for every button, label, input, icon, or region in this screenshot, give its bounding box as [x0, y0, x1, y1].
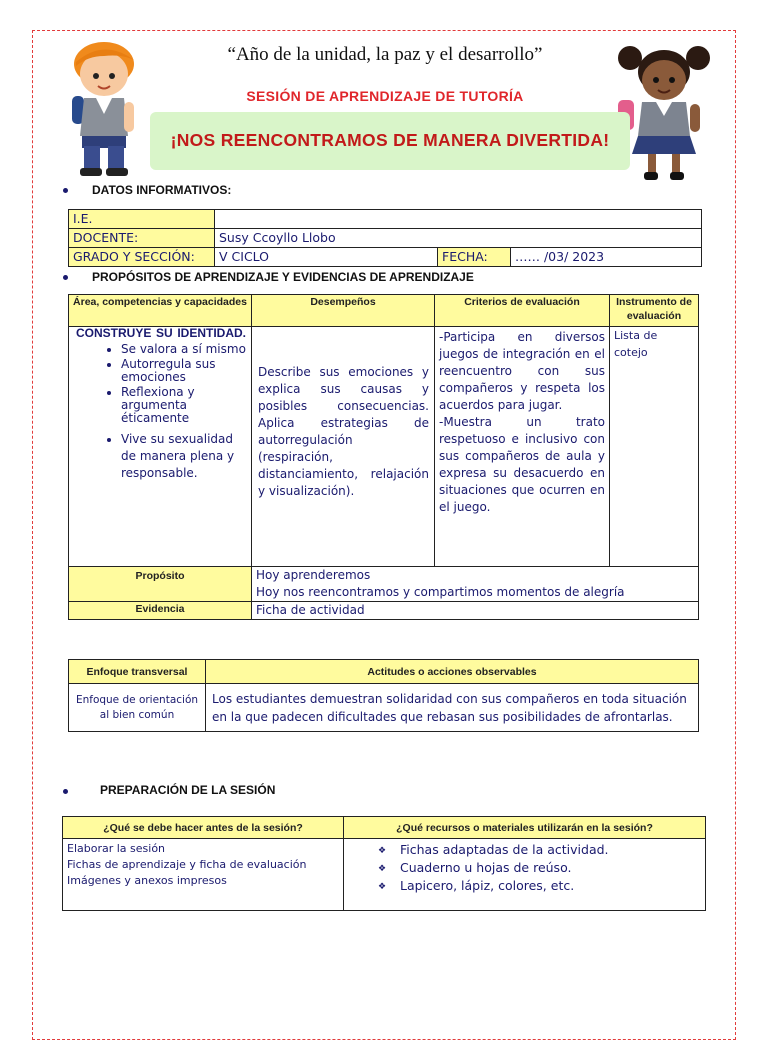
col-header-criterios: Criterios de evaluación	[435, 295, 610, 327]
recursos-cell	[344, 839, 706, 911]
recurso-item: ❖ Lapicero, lápiz, colores, etc.	[400, 877, 701, 895]
ie-label: I.E.	[69, 210, 215, 229]
preparacion-table	[62, 816, 706, 911]
preparacion-heading: PREPARACIÓN DE LA SESIÓN	[100, 783, 276, 797]
antes-item: Elaborar la sesión	[67, 842, 166, 855]
fecha-value: …… /03/ 2023	[511, 248, 702, 267]
antes-col-header: ¿Qué se debe hacer antes de la sesión?	[63, 817, 344, 839]
desempeno-cell: Describe sus emociones y explica sus causas y posibles consecuencias. Aplica estrategias de autorregulación (respiración, distanciamiento, relajación y visualización).	[252, 327, 435, 567]
col-header-area: Área, competencias y capacidades	[69, 295, 252, 327]
recurso-item: ❖ Fichas adaptadas de la actividad.	[400, 841, 701, 859]
bullet-icon	[63, 789, 68, 794]
actitudes-col-header: Actitudes o acciones observables	[206, 660, 699, 684]
session-title: ¡NOS REENCONTRAMOS DE MANERA DIVERTIDA!	[170, 130, 610, 150]
fecha-label: FECHA:	[438, 248, 511, 267]
boy-illustration	[52, 36, 156, 178]
session-type: SESIÓN DE APRENDIZAJE DE TUTORÍA	[246, 88, 524, 104]
capacidad-item: • Reflexiona y argumenta éticamente	[121, 386, 247, 425]
bullet-icon	[63, 188, 68, 193]
enfoque-value: Enfoque de orientación al bien común	[69, 684, 206, 732]
proposito-line-1: Hoy aprenderemos	[256, 568, 371, 582]
datos-table	[68, 209, 702, 267]
propositos-table	[68, 294, 699, 620]
grado-value: V CICLO	[215, 248, 438, 267]
antes-cell	[63, 839, 344, 911]
recursos-col-header: ¿Qué recursos o materiales utilizarán en la sesión?	[344, 817, 706, 839]
proposito-label: Propósito	[69, 567, 252, 602]
antes-item: Fichas de aprendizaje y ficha de evaluación	[67, 858, 307, 871]
actitud-value: Los estudiantes demuestran solidaridad con sus compañeros en toda situación en la que padecen dificultades que rebasan sus posibilidades de afrontarlas.	[206, 684, 699, 732]
docente-label: DOCENTE:	[69, 229, 215, 248]
capacidad-item: • Vive su sexualidad de manera plena y responsable.	[121, 431, 247, 482]
evidencia-label: Evidencia	[69, 602, 252, 620]
proposito-line-2: Hoy nos reencontramos y compartimos momentos de alegría	[256, 585, 625, 599]
propositos-heading: PROPÓSITOS DE APRENDIZAJE Y EVIDENCIAS DE APRENDIZAJE	[92, 270, 474, 284]
proposito-value	[252, 567, 699, 602]
docente-value: Susy Ccoyllo Llobo	[215, 229, 702, 248]
enfoque-table	[68, 659, 699, 732]
enfoque-col-header: Enfoque transversal	[69, 660, 206, 684]
capacidad-item: • Autorregula sus emociones	[121, 358, 247, 384]
bullet-icon	[63, 275, 68, 280]
datos-heading: DATOS INFORMATIVOS:	[92, 183, 232, 197]
col-header-instrumento: Instrumento de evaluación	[610, 295, 699, 327]
antes-item: Imágenes y anexos impresos	[67, 874, 227, 887]
recurso-item: ❖ Cuaderno u hojas de reúso.	[400, 859, 701, 877]
year-title: “Año de la unidad, la paz y el desarrollo”	[227, 44, 543, 65]
area-cell	[69, 327, 252, 567]
instrumento-cell: Lista de cotejo	[610, 327, 699, 567]
grado-label: GRADO Y SECCIÓN:	[69, 248, 215, 267]
ie-value	[215, 210, 702, 229]
col-header-desempenos: Desempeños	[252, 295, 435, 327]
evidencia-value: Ficha de actividad	[252, 602, 699, 620]
criterios-cell: -Participa en diversos juegos de integración en el reencuentro con sus compañeros y respeta los acuerdos para jugar. -Muestra un trato respetuoso e inclusivo con sus compañeros de aula y expresa su desacuerdo en situaciones que ocurren en el juego.	[435, 327, 610, 567]
competencia: CONSTRUYE SU IDENTIDAD.	[76, 326, 246, 340]
capacidad-item: • Se valora a sí mismo	[121, 343, 247, 356]
